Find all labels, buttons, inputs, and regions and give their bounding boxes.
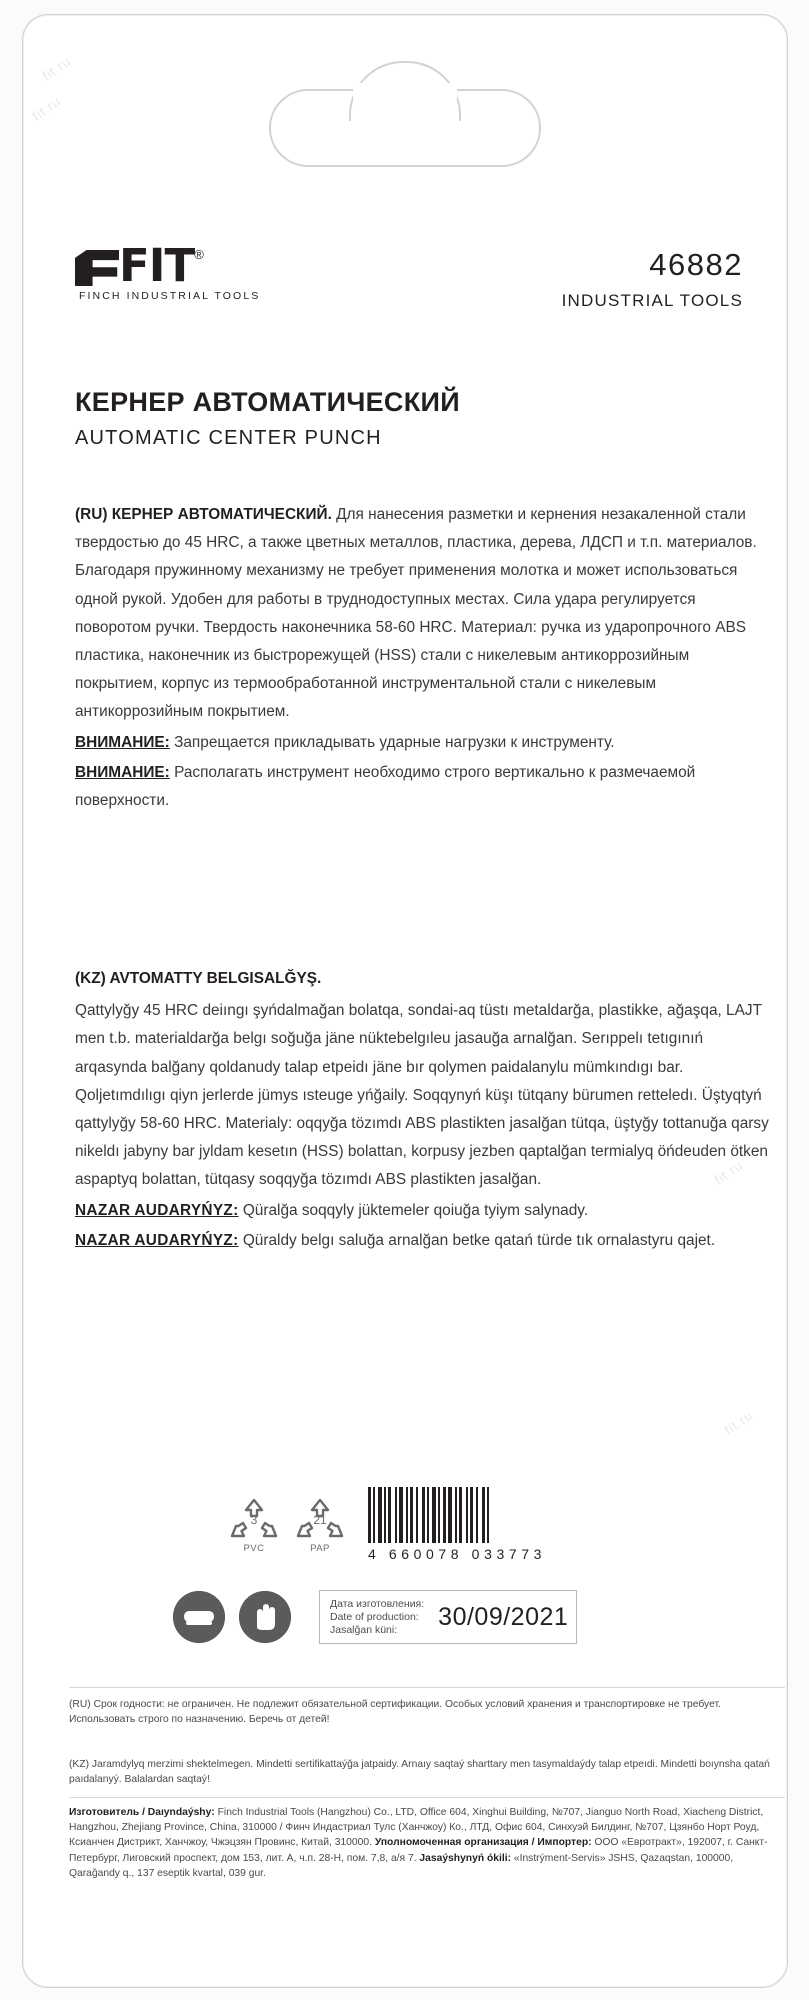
article-number: 46882 bbox=[649, 247, 743, 282]
article-subtitle: INDUSTRIAL TOOLS bbox=[561, 291, 743, 310]
protective-gloves-icon bbox=[239, 1591, 291, 1643]
warning-label-kz: NAZAR AUDARYŃYZ: bbox=[75, 1201, 239, 1219]
manufacturer-text: Finch Industrial Tools (Hangzhou) Co., LTD, Office 604, Xinghui Building, №707, Jianguo North Road, Xiacheng District, Hangzhou, Zhejiang Province, China, 310000 / Финч Индастриал Тулс (Ханчжоу) Ко., ЛТД, Офис 604, Синхуэй Билдинг, №707, Цзянбо Норт Роуд, Ксианчен Дистрикт, Ханчжоу, Чжэцзян Провинс, Китай, 310000. bbox=[69, 1807, 764, 1849]
description-kz-body: Qattylyğy 45 HRC deiıngı şyńdalmağan bolatqa, sondai-aq tüstı metaldarğa, plastikke, ağaşqa, LAJT men t.b. materialdarğa belgı soğuğa jäne nüktebelgıleu jasauğa arnalğan. Serıppelı tetıgınıń arqasynda balğany qoldanudy talap etpeidı jäne bır qolymen paidalanylu mümkındıgı bar. Qoljetımdılıgı qiyn jerlerde jümys ısteuge yńğaily. Soqqynyń küşı tütqany bürumen retteledı. Üştyqtyń qattylyğy 58-60 HRC. Materialy: oqqyğa tözımdı ABS plastikten jasalğan tütqa, üştyğy tottanuğa qarsy nikeldı jabyny bar jyldam kesetın (HSS) bolattan, korpusy jezben qaptalğan termialyq öńdeuden ötken aspaptyq bolattan, tütqasy soqqyğa tözımdı ABS plastikten jasalğan. bbox=[75, 1002, 769, 1189]
registered-trademark-icon: ® bbox=[194, 247, 204, 262]
header bbox=[75, 239, 743, 317]
kz-representative-text: «Instrýment-Servis» JSHS, Qazaqstan, 100000, Qarağandy q., 137 eseptik kvartal, 039 gur. bbox=[69, 1852, 734, 1879]
date-label-kz: Jasalğan küni: bbox=[330, 1623, 398, 1636]
euro-hole-hanger bbox=[269, 89, 541, 167]
warning-text-ru-1: Запрещается прикладывать ударные нагрузки к инструменту. bbox=[169, 733, 615, 751]
warning-ru-1 bbox=[75, 729, 775, 757]
manufacturer-label: Изготовитель / Daıyndaýshy: bbox=[69, 1807, 215, 1818]
warning-text-kz-1: Qüralğa soqqyly jüktemeler qoiuğa tyiym salynady. bbox=[238, 1201, 589, 1219]
recycling-label: PAP bbox=[310, 1542, 330, 1554]
recycling-triangle-icon bbox=[228, 1496, 280, 1554]
production-date-labels bbox=[330, 1598, 424, 1637]
barcode-bars bbox=[368, 1487, 489, 1543]
watermark: fit.ru bbox=[29, 93, 64, 124]
brand-logo bbox=[75, 239, 261, 302]
recycling-code: 21 bbox=[313, 1512, 327, 1527]
blister-card bbox=[22, 14, 788, 1988]
warning-label-ru: ВНИМАНИЕ: bbox=[75, 733, 170, 751]
warning-kz-1 bbox=[75, 1197, 775, 1225]
hanger-mask bbox=[353, 83, 457, 99]
barcode-digits: 4 660078 033773 bbox=[368, 1546, 546, 1562]
brand-tagline: FINCH INDUSTRIAL TOOLS bbox=[79, 290, 261, 302]
barcode bbox=[368, 1487, 546, 1562]
importer-label: Уполномоченная организация / Импортер: bbox=[374, 1837, 592, 1849]
importer-text: ООО «Евротракт», 192007, г. Санкт-Петербург, Лиговский проспект, дом 153, лит. А, ч.п. 28-Н, пом. 7,8, а/я 7. bbox=[69, 1837, 768, 1864]
pictogram-row bbox=[173, 1590, 577, 1644]
production-date-box bbox=[319, 1590, 577, 1644]
recycling-label: PVC bbox=[243, 1542, 265, 1554]
fit-logo-mark-icon bbox=[75, 250, 119, 286]
warning-kz-2 bbox=[75, 1227, 775, 1255]
safety-goggles-icon bbox=[173, 1591, 225, 1643]
article-block bbox=[562, 247, 743, 311]
warning-label-kz: NAZAR AUDARYŃYZ: bbox=[75, 1231, 239, 1249]
warning-text-kz-2: Qüraldy belgı saluğa arnalğan betke qatań türde tık ornalastyru qajet. bbox=[238, 1231, 716, 1249]
watermark: fit.ru bbox=[39, 53, 74, 84]
description-kz-lead: (KZ) AVTOMATTY BELGISALĞYŞ. bbox=[75, 970, 322, 987]
product-title-ru: КЕРНЕР АВТОМАТИЧЕСКИЙ bbox=[75, 387, 460, 417]
description-ru bbox=[75, 501, 775, 815]
divider bbox=[69, 1687, 785, 1688]
marks-row bbox=[228, 1487, 546, 1562]
description-ru-lead: (RU) КЕРНЕР АВТОМАТИЧЕСКИЙ. bbox=[75, 506, 332, 523]
fine-print-ru: (RU) Срок годности: не ограничен. Не подлежит обязательной сертификации. Особых условий хранения и транспортировке не требует. Использовать строго по назначению. Беречь от детей! bbox=[69, 1699, 721, 1726]
description-kz bbox=[75, 965, 775, 1255]
fine-print-kz: (KZ) Jaramdylyq merzimi shektelmegen. Mindetti sertifikattaýğa jatpaidy. Arnaıy saqtaý sharttary men tasymaldaýdy talap etpeıdi. Mindetti boıynsha qatań paıdalanyý. Balalardan saqtaý! bbox=[69, 1759, 770, 1786]
date-label-ru: Дата изготовления: bbox=[330, 1597, 425, 1610]
fine-print-manufacturer bbox=[69, 1805, 785, 1881]
kz-representative-label: Jasaýshynyń ókili: bbox=[419, 1852, 511, 1864]
date-label-en: Date of production: bbox=[330, 1610, 419, 1623]
watermark: fit.ru bbox=[711, 1157, 746, 1188]
brand-name: FIT bbox=[119, 239, 195, 292]
product-title-en: AUTOMATIC CENTER PUNCH bbox=[75, 427, 382, 449]
description-ru-body: Для нанесения разметки и кернения незакаленной стали твердостью до 45 HRC, а также цветных металлов, пластика, дерева, ЛДСП и т.п. материалов. Благодаря пружинному механизму не требует применения молотка и может использоваться одной рукой. Удобен для работы в труднодоступных местах. Сила удара регулируется поворотом ручки. Твердость наконечника 58-60 HRC. Материал: ручка из ударопрочного ABS пластика, наконечник из быстрорежущей (HSS) стали с никелевым антикоррозийным покрытием, корпус из термообработанной инструментальной стали с никелевым антикоррозийным покрытием. bbox=[75, 506, 757, 721]
warning-label-ru: ВНИМАНИЕ: bbox=[75, 763, 170, 781]
warning-ru-2 bbox=[75, 759, 775, 815]
warning-text-ru-2: Располагать инструмент необходимо строго вертикально к размечаемой поверхности. bbox=[75, 763, 696, 810]
watermark: fit.ru bbox=[721, 1407, 756, 1438]
production-date-value: 30/09/2021 bbox=[438, 1602, 569, 1631]
recycling-triangle-icon bbox=[294, 1496, 346, 1554]
recycling-code: 3 bbox=[250, 1512, 258, 1527]
divider bbox=[69, 1797, 785, 1798]
